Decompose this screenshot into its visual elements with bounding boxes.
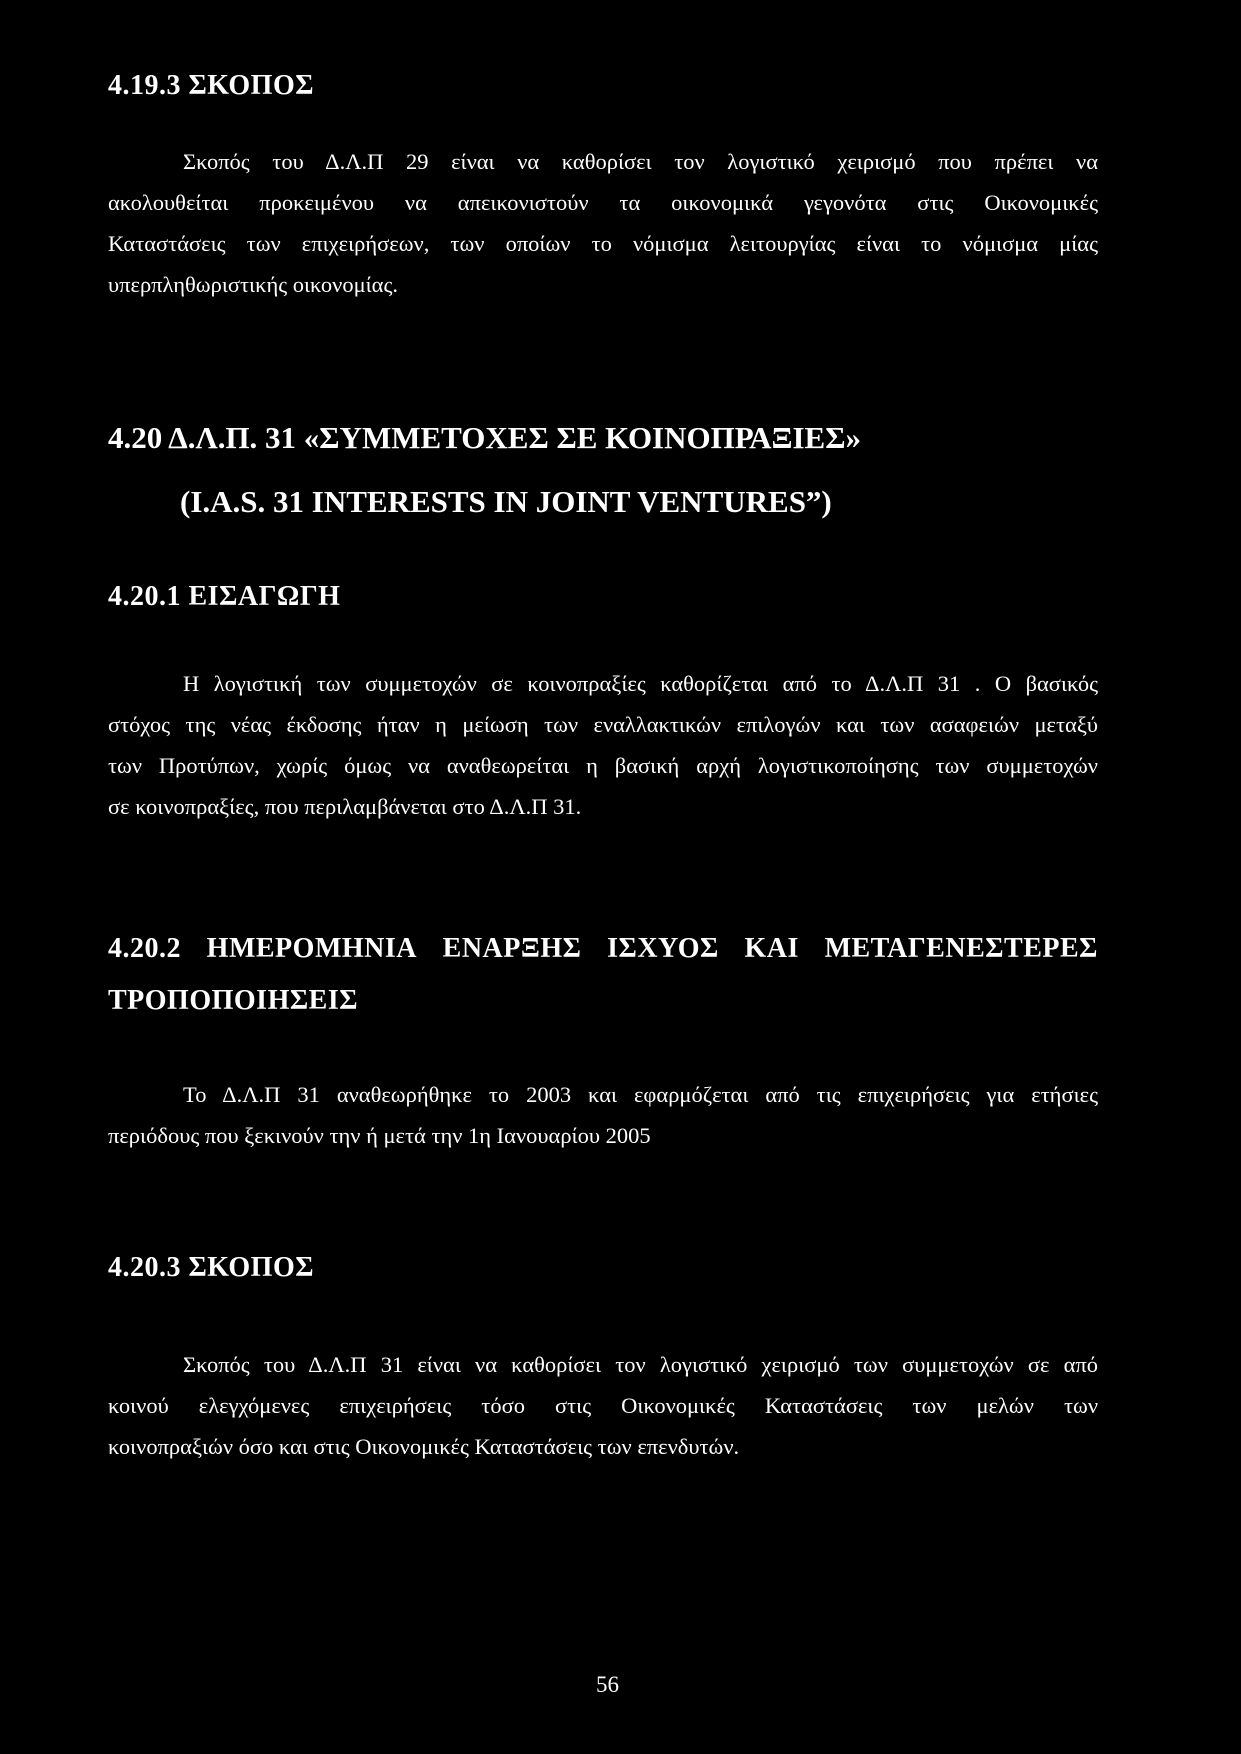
- paragraph-line: περιόδους που ξεκινούν την ή μετά την 1η Ιανουαρίου 2005: [108, 1123, 651, 1148]
- section-4-20-3-heading: 4.20.3 ΣΚΟΠΟΣ: [108, 1252, 315, 1283]
- paragraph-line: κοινοπραξιών όσο και στις Οικονομικές Καταστάσεις των επενδυτών.: [108, 1434, 740, 1459]
- paragraph-line: Σκοπός του Δ.Λ.Π 29 είναι να καθορίσει τον λογιστικό χειρισμό που πρέπει να: [183, 149, 1098, 174]
- paragraph-line: σε κοινοπραξίες, που περιλαμβάνεται στο Δ.Λ.Π 31.: [108, 794, 582, 819]
- section-4-19-3-heading: 4.19.3 ΣΚΟΠΟΣ: [108, 70, 315, 101]
- section-4-20-2-paragraph: [108, 1074, 1098, 1156]
- paragraph-line: στόχος της νέας έκδοσης ήταν η μείωση των εναλλακτικών επιλογών και των ασαφειών μεταξύ: [108, 712, 1098, 737]
- page-number: 56: [596, 1672, 619, 1697]
- heading-word: ΙΣΧΥΟΣ: [607, 933, 719, 964]
- paragraph-line: των Προτύπων, χωρίς όμως να αναθεωρείται η βασική αρχή λογιστικοποίησης των συμμετοχών: [108, 753, 1098, 778]
- heading-word: ΕΝΑΡΞΗΣ: [442, 933, 582, 964]
- paragraph-line: Σκοπός του Δ.Λ.Π 31 είναι να καθορίσει τον λογιστικό χειρισμό των συμμετοχών σε από: [183, 1352, 1098, 1377]
- paragraph-line: Η λογιστική των συμμετοχών σε κοινοπραξίες καθορίζεται από το Δ.Λ.Π 31 . Ο βασικός: [183, 671, 1098, 696]
- section-4-20-title-line2: (I.A.S. 31 INTERESTS IN JOINT VENTURES”): [180, 484, 832, 519]
- paragraph-line: Το Δ.Λ.Π 31 αναθεωρήθηκε το 2003 και εφαρμόζεται από τις επιχειρήσεις για ετήσιες: [183, 1082, 1098, 1107]
- section-4-20-3-paragraph: [108, 1344, 1098, 1467]
- section-4-20-2-heading-line1: [108, 933, 1098, 965]
- heading-word: 4.20.2: [108, 933, 181, 964]
- heading-word: ΜΕΤΑΓΕΝΕΣΤΕΡΕΣ: [824, 933, 1098, 964]
- heading-word: ΚΑΙ: [744, 933, 799, 964]
- paragraph-line: κοινού ελεγχόμενες επιχειρήσεις τόσο στις Οικονομικές Καταστάσεις των μελών των: [108, 1393, 1098, 1418]
- paragraph-line: ακολουθείται προκειμένου να απεικονιστούν τα οικονομικά γεγονότα στις Οικονομικές: [108, 190, 1098, 215]
- paragraph-line: Καταστάσεις των επιχειρήσεων, των οποίων το νόμισμα λειτουργίας είναι το νόμισμα μίας: [108, 231, 1098, 256]
- heading-word: ΗΜΕΡΟΜΗΝΙΑ: [206, 933, 417, 964]
- section-4-19-3-paragraph: [108, 141, 1098, 305]
- paragraph-line: υπερπληθωριστικής οικονομίας.: [108, 272, 399, 297]
- section-4-20-1-paragraph: [108, 663, 1098, 827]
- section-4-20-title-line1: 4.20 Δ.Λ.Π. 31 «ΣΥΜΜΕΤΟΧΕΣ ΣΕ ΚΟΙΝΟΠΡΑΞΙΕΣ»: [108, 420, 862, 455]
- section-4-20-2-heading-line2: ΤΡΟΠΟΠΟΙΗΣΕΙΣ: [108, 985, 359, 1016]
- section-4-20-1-heading: 4.20.1 ΕΙΣΑΓΩΓΗ: [108, 581, 341, 612]
